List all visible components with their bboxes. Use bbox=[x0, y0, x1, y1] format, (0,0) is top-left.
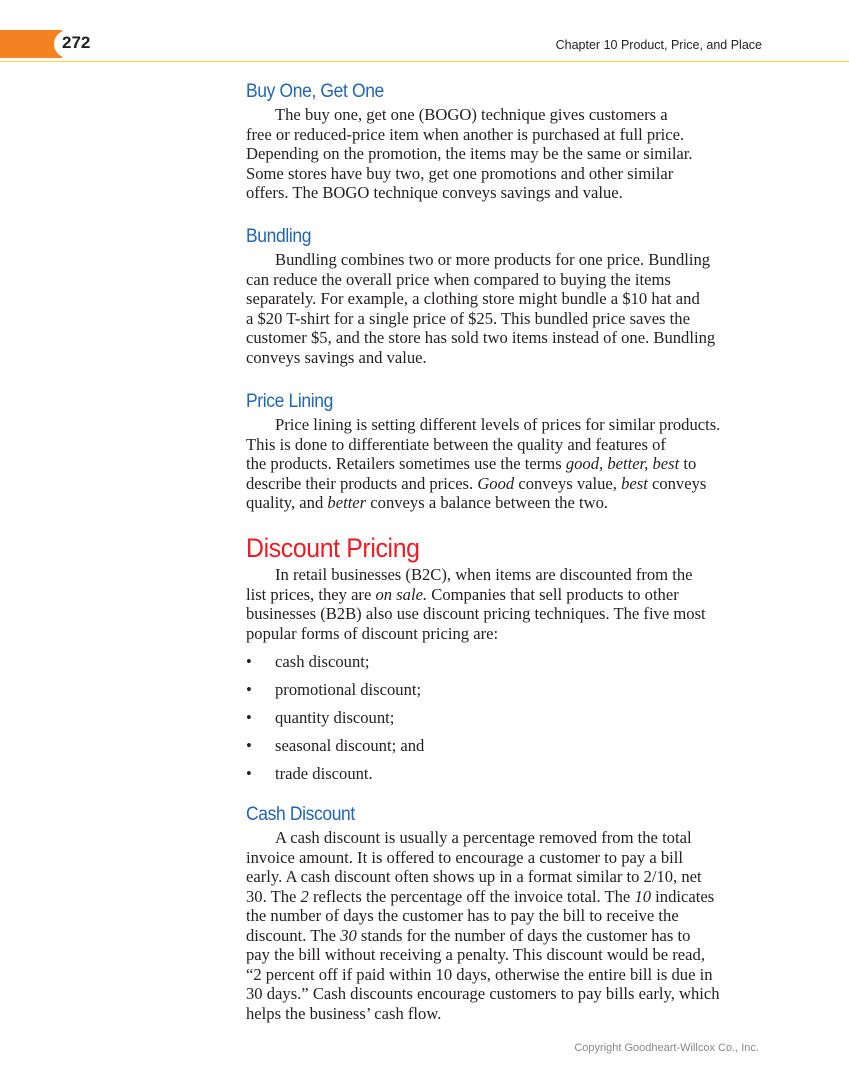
text-line bbox=[246, 415, 766, 435]
list-item-text: trade discount. bbox=[275, 764, 373, 783]
text-line bbox=[246, 289, 766, 309]
text: conveys value, bbox=[514, 473, 622, 493]
text: Some stores have buy two, get one promotions and other similar bbox=[246, 163, 674, 183]
paragraph bbox=[246, 415, 766, 513]
list-item bbox=[246, 708, 766, 736]
text-line bbox=[246, 474, 766, 494]
list-item-text: seasonal discount; and bbox=[275, 736, 425, 755]
text: Price lining is setting different levels of prices for similar products. bbox=[275, 415, 721, 434]
text: offers. The BOGO technique conveys savings and value. bbox=[246, 183, 623, 202]
italic-text: better bbox=[327, 493, 367, 512]
text: conveys bbox=[647, 473, 707, 493]
list-item-text: cash discount; bbox=[275, 652, 370, 671]
subsection-heading: Buy One, Get One bbox=[246, 81, 384, 102]
page-number-tab bbox=[0, 30, 62, 58]
text-line bbox=[246, 164, 766, 184]
subsection-heading: Cash Discount bbox=[246, 804, 355, 825]
paragraph bbox=[246, 105, 766, 203]
bullet-list bbox=[246, 652, 766, 792]
text-line bbox=[246, 435, 766, 455]
paragraph bbox=[246, 828, 766, 1023]
text-line bbox=[246, 828, 766, 848]
text: can reduce the overall price when compared to buying the items bbox=[246, 269, 671, 289]
text-line bbox=[246, 270, 766, 290]
bullet-icon: • bbox=[246, 680, 252, 699]
paragraph bbox=[246, 565, 766, 643]
text-line bbox=[246, 144, 766, 164]
text-line bbox=[246, 604, 766, 624]
text-line bbox=[246, 945, 766, 965]
page-number: 272 bbox=[62, 33, 91, 52]
subsection-heading: Price Lining bbox=[246, 391, 333, 412]
text-line bbox=[246, 984, 766, 1004]
section bbox=[246, 533, 766, 792]
text: Depending on the promotion, the items may be the same or similar. bbox=[246, 144, 693, 163]
text-line bbox=[246, 624, 766, 644]
text-line bbox=[246, 328, 766, 348]
section bbox=[246, 804, 766, 1023]
section bbox=[246, 81, 766, 203]
text: the products. Retailers sometimes use the terms bbox=[246, 454, 566, 473]
italic-text: on sale. bbox=[375, 584, 428, 604]
text: businesses (B2B) also use discount pricing techniques. The five most bbox=[246, 604, 706, 623]
list-item bbox=[246, 736, 766, 764]
list-item-text: promotional discount; bbox=[275, 680, 422, 699]
text-line bbox=[246, 906, 766, 926]
text-line bbox=[246, 1004, 766, 1024]
text-line bbox=[246, 887, 766, 907]
text: conveys savings and value. bbox=[246, 347, 427, 367]
text: indicates bbox=[651, 886, 715, 906]
italic-text: 30 bbox=[340, 925, 357, 945]
text: The buy one, get one (BOGO) technique gives customers a bbox=[275, 105, 668, 124]
italic-text: good, better, best bbox=[565, 454, 680, 473]
section bbox=[246, 391, 766, 513]
text-line bbox=[246, 309, 766, 329]
section bbox=[246, 226, 766, 367]
text: the number of days the customer has to pay the bill to receive the bbox=[246, 906, 679, 925]
italic-text: best bbox=[621, 473, 648, 493]
text-line bbox=[246, 454, 766, 474]
text-line bbox=[246, 125, 766, 145]
list-item-text: quantity discount; bbox=[275, 708, 395, 727]
text: early. A cash discount often shows up in a format similar to 2/10, net bbox=[246, 867, 702, 886]
header-rule bbox=[0, 61, 849, 62]
bullet-icon: • bbox=[246, 736, 252, 755]
text: In retail businesses (B2C), when items are discounted from the bbox=[275, 565, 693, 584]
text-line bbox=[246, 250, 766, 270]
text-line bbox=[246, 565, 766, 585]
text: pay the bill without receiving a penalty. This discount would be read, bbox=[246, 945, 705, 964]
list-item bbox=[246, 764, 766, 792]
text: conveys a balance between the two. bbox=[366, 493, 609, 512]
running-header: Chapter 10 Product, Price, and Place bbox=[555, 38, 762, 52]
subsection-heading: Bundling bbox=[246, 226, 312, 247]
list-item bbox=[246, 652, 766, 680]
italic-text: Good bbox=[477, 473, 515, 493]
text: customer $5, and the store has sold two items instead of one. Bundling bbox=[246, 328, 716, 347]
text: A cash discount is usually a percentage removed from the total bbox=[275, 828, 692, 847]
text: free or reduced-price item when another is purchased at full price. bbox=[246, 124, 685, 144]
list-item bbox=[246, 680, 766, 708]
text: invoice amount. It is offered to encourage a customer to pay a bill bbox=[246, 847, 683, 867]
section-heading: Discount Pricing bbox=[246, 533, 420, 563]
text: “2 percent off if paid within 10 days, otherwise the entire bill is due in bbox=[246, 964, 713, 984]
text-line bbox=[246, 105, 766, 125]
text: Companies that sell products to other bbox=[427, 584, 679, 604]
text-line bbox=[246, 348, 766, 368]
text-line bbox=[246, 585, 766, 605]
text: Bundling combines two or more products for one price. Bundling bbox=[275, 250, 711, 269]
text: helps the business’ cash flow. bbox=[246, 1003, 442, 1023]
copyright-footer: Copyright Goodheart-Willcox Co., Inc. bbox=[574, 1042, 759, 1054]
italic-text: 2 bbox=[300, 886, 309, 906]
text: This is done to differentiate between the quality and features of bbox=[246, 434, 666, 454]
text: list prices, they are bbox=[246, 584, 376, 604]
text-line bbox=[246, 926, 766, 946]
text: quality, and bbox=[246, 493, 328, 512]
text-line bbox=[246, 183, 766, 203]
text: separately. For example, a clothing store might bundle a $10 hat and bbox=[246, 289, 700, 308]
text: to bbox=[679, 454, 697, 473]
text-line bbox=[246, 493, 766, 513]
text: a $20 T-shirt for a single price of $25. This bundled price saves the bbox=[246, 308, 690, 328]
italic-text: 10 bbox=[634, 886, 652, 906]
paragraph bbox=[246, 250, 766, 367]
text: reflects the percentage off the invoice total. The bbox=[308, 886, 635, 906]
bullet-icon: • bbox=[246, 652, 252, 671]
text: stands for the number of days the customer has to bbox=[356, 925, 691, 945]
text: describe their products and prices. bbox=[246, 473, 478, 493]
bullet-icon: • bbox=[246, 708, 252, 727]
text: popular forms of discount pricing are: bbox=[246, 623, 499, 643]
text-line bbox=[246, 848, 766, 868]
text: 30 days.” Cash discounts encourage customers to pay bills early, which bbox=[246, 984, 720, 1003]
text: discount. The bbox=[246, 925, 341, 945]
text-line bbox=[246, 867, 766, 887]
bullet-icon: • bbox=[246, 764, 252, 783]
text-line bbox=[246, 965, 766, 985]
text: 30. The bbox=[246, 886, 301, 906]
